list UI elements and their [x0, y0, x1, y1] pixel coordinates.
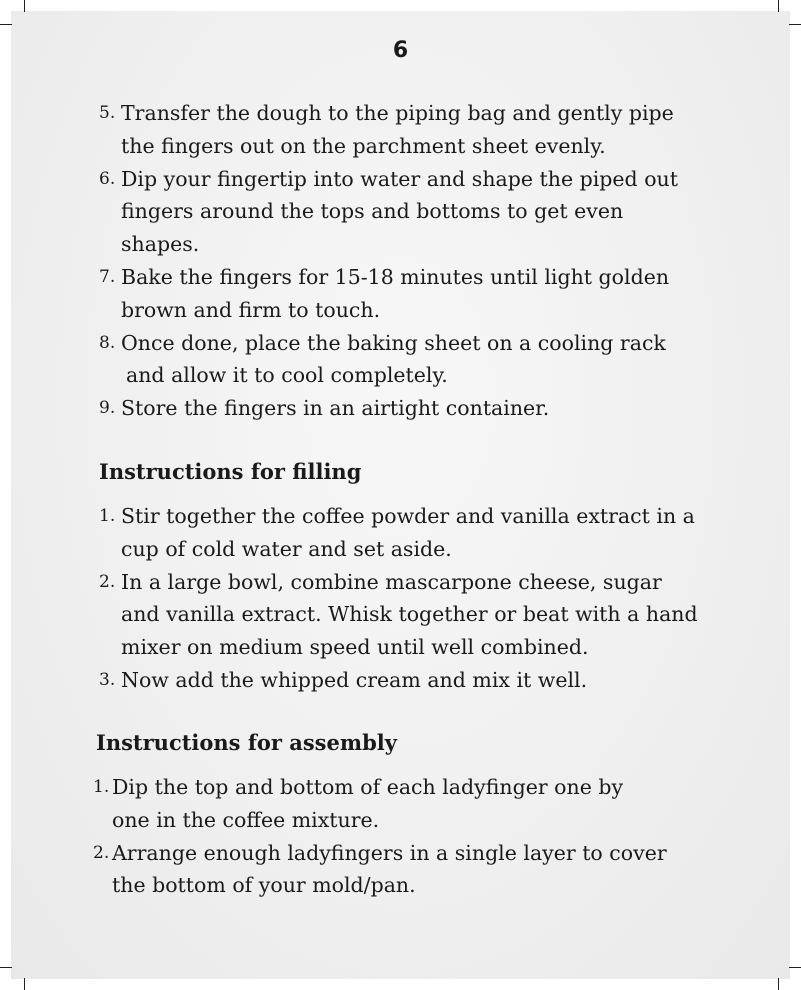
list-item-line: Dip the top and bottom of each ladyfinger one by	[112, 775, 624, 799]
list-item-number: 2.	[93, 842, 110, 863]
list-item-line: cup of cold water and set aside.	[121, 536, 452, 561]
list-item-number: 3.	[99, 669, 116, 690]
list-item-line: shapes.	[121, 232, 200, 257]
list-item-line: In a large bowl, combine mascarpone cheese, sugar	[121, 569, 662, 594]
list-item-line: mixer on medium speed until well combined.	[121, 635, 589, 660]
list-item-line: Transfer the dough to the piping bag and gently pipe	[121, 101, 674, 125]
crop-mark	[778, 978, 779, 990]
page-number: 6	[392, 38, 409, 63]
filling-steps-list	[99, 500, 698, 697]
list-item-line: Store the fingers in an airtight container.	[121, 396, 550, 421]
list-item-line: Bake the fingers for 15-18 minutes until light golden	[121, 264, 670, 289]
list-item	[99, 327, 678, 393]
crop-mark	[24, 978, 25, 990]
assembly-steps-list	[93, 771, 667, 902]
list-item-line: Stir together the coffee powder and vanilla extract in a	[121, 504, 695, 528]
list-item-number: 1.	[99, 506, 116, 526]
filling-heading: Instructions for filling	[99, 459, 362, 484]
list-item-line: Once done, place the baking sheet on a cooling rack	[121, 330, 666, 355]
list-item-line: and allow it to cool completely.	[126, 363, 448, 388]
list-item-line: brown and firm to touch.	[121, 297, 381, 322]
list-item	[93, 771, 667, 837]
list-item-number: 9.	[99, 398, 116, 419]
crop-mark	[789, 967, 801, 968]
baking-steps-list	[99, 97, 678, 425]
list-item	[99, 97, 678, 163]
list-item	[99, 500, 698, 566]
list-item	[99, 566, 698, 664]
list-item-number: 6.	[99, 168, 116, 189]
list-item-number: 5.	[99, 103, 116, 123]
list-item-line: fingers around the tops and bottoms to get even	[121, 199, 624, 224]
crop-mark	[24, 0, 25, 12]
list-item	[99, 664, 698, 697]
list-item-line: and vanilla extract. Whisk together or beat with a hand	[121, 602, 698, 627]
list-item-number: 7.	[99, 266, 116, 287]
list-item-line: Now add the whipped cream and mix it well.	[121, 667, 588, 692]
list-item-line: Dip your fingertip into water and shape the piped out	[121, 166, 678, 191]
crop-mark	[0, 24, 12, 25]
list-item	[99, 261, 678, 327]
list-item-number: 8.	[99, 332, 116, 353]
list-item-number: 2.	[99, 571, 116, 592]
list-item-line: Arrange enough ladyfingers in a single layer to cover	[112, 840, 667, 865]
assembly-heading: Instructions for assembly	[96, 730, 397, 755]
list-item-line: one in the coffee mixture.	[112, 807, 380, 832]
list-item	[99, 392, 678, 425]
crop-mark	[0, 967, 12, 968]
list-item	[93, 837, 667, 903]
crop-mark	[778, 0, 779, 12]
list-item-line: the fingers out on the parchment sheet evenly.	[121, 133, 606, 158]
crop-mark	[789, 24, 801, 25]
list-item-line: the bottom of your mold/pan.	[112, 873, 416, 898]
list-item	[99, 163, 678, 261]
list-item-number: 1.	[93, 777, 110, 797]
